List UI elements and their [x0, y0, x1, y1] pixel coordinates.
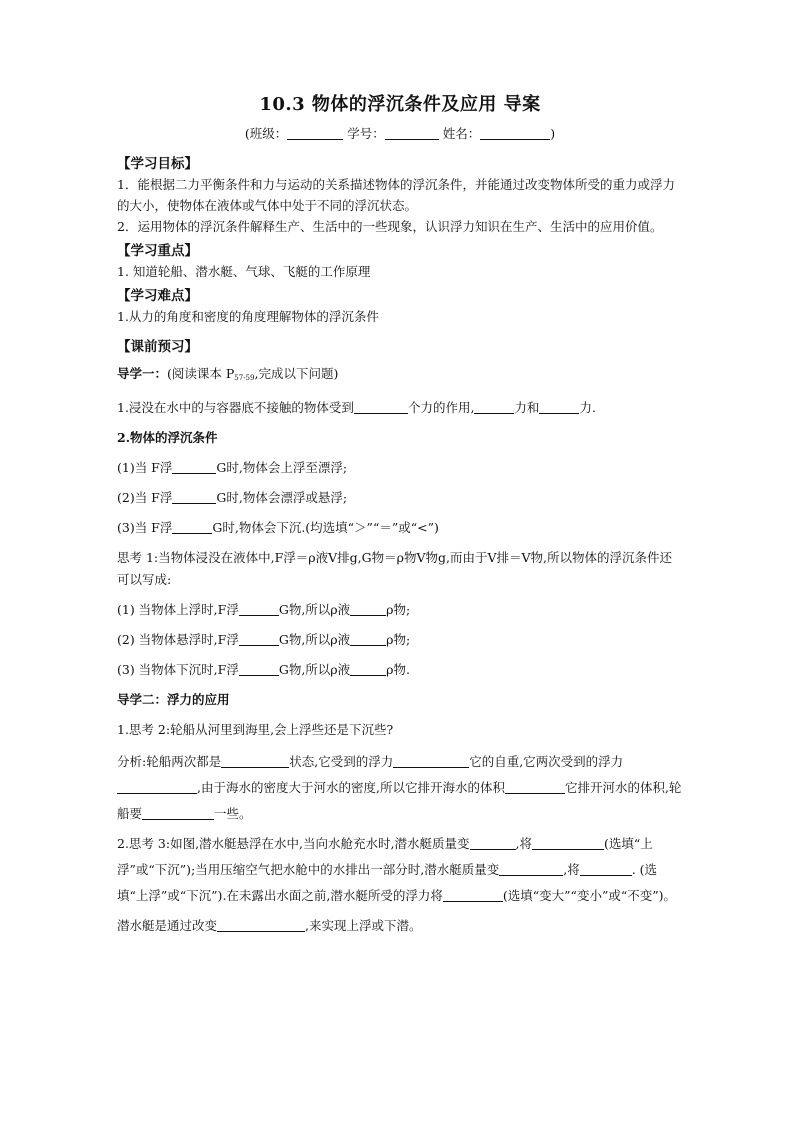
think-3-text-6: (选填“变大”“变小”或“不变”)。	[502, 888, 676, 903]
analysis-text-4: ,由于海水的密度大于河水的密度,所以它排开海水的体积	[197, 780, 505, 795]
info-open: (班级：	[244, 126, 288, 141]
name-blank[interactable]	[480, 126, 550, 140]
think-3-blank-4[interactable]	[580, 862, 632, 876]
name-label: 姓名：	[442, 126, 481, 141]
think-3-question	[117, 831, 683, 909]
think-1-item-2-a: (2) 当物体悬浮时,F浮	[117, 632, 239, 647]
think-1-item-3-b: G物,所以ρ液	[278, 662, 351, 677]
analysis-text-1: 分析:轮船两次都是	[117, 754, 222, 769]
think-1-item-1-a: (1) 当物体上浮时,F浮	[117, 602, 239, 617]
guide2-heading: 导学二：浮力的应用	[117, 692, 230, 707]
class-blank[interactable]	[287, 126, 343, 140]
think-1-item-1-c: ρ物;	[386, 602, 411, 617]
analysis-blank-1[interactable]	[221, 754, 289, 768]
think-1-item-3-blank-1[interactable]	[239, 662, 279, 676]
condition-3-blank[interactable]	[172, 520, 212, 534]
think-1-item-1	[117, 599, 683, 621]
question-1	[117, 397, 683, 419]
analysis-text-2: 状态,它受到的浮力	[289, 754, 394, 769]
question-1-text-b: 个力的作用,	[407, 400, 475, 415]
think-2-question: 1.思考 2:轮船从河里到海里,会上浮些还是下沉些?	[117, 722, 394, 737]
condition-3-text-a: (3)当 F浮	[117, 520, 173, 535]
difficult-point-1: 1.从力的角度和密度的角度理解物体的浮沉条件	[117, 309, 379, 324]
think-1-item-2-blank-1[interactable]	[239, 632, 279, 646]
analysis-blank-3[interactable]	[117, 780, 197, 794]
condition-1-blank[interactable]	[172, 460, 216, 474]
think-3-text-1: 2.思考 3:如图,潜水艇悬浮在水中,当向水舱充水时,潜水艇质量变	[117, 836, 470, 851]
condition-1	[117, 457, 683, 479]
analysis-text-5: 它排开河水的体积,轮船要	[117, 780, 682, 821]
think-3-text-2: ,将	[515, 836, 532, 851]
summary-text-a: 潜水艇是通过改变	[117, 918, 218, 933]
analysis-blank-5[interactable]	[142, 806, 214, 820]
think-1-item-1-blank-2[interactable]	[350, 602, 386, 616]
analysis-blank-4[interactable]	[505, 780, 565, 794]
think-3-blank-3[interactable]	[499, 862, 563, 876]
analysis-blank-2[interactable]	[393, 754, 469, 768]
condition-2-text-b: G时,物体会漂浮或悬浮;	[216, 490, 348, 505]
guide1-hint-a: (阅读课本 P	[167, 366, 235, 381]
analysis-text-6: 一些。	[214, 806, 252, 821]
think-1-item-2-b: G物,所以ρ液	[278, 632, 351, 647]
think-3-text-4: ,将	[563, 862, 580, 877]
think-1-item-2	[117, 629, 683, 651]
think-1-item-1-blank-1[interactable]	[239, 602, 279, 616]
question-1-blank-2[interactable]	[474, 400, 514, 414]
condition-3	[117, 517, 683, 539]
question-1-blank-3[interactable]	[539, 400, 579, 414]
key-points-heading: 【学习重点】	[117, 243, 198, 259]
think-3-text-3: (选填“上浮”或“下沉”);当用压缩空气把水舱中的水排出一部分时,潜水艇质量变	[117, 836, 653, 877]
think-1-item-3-blank-2[interactable]	[350, 662, 386, 676]
think-1-item-2-c: ρ物;	[386, 632, 411, 647]
summary-blank[interactable]	[217, 918, 305, 932]
question-1-blank-1[interactable]	[354, 400, 408, 414]
question-1-text-a: 1.浸没在水中的与容器底不接触的物体受到	[117, 400, 354, 415]
think-3-blank-2[interactable]	[532, 836, 604, 850]
condition-1-text-a: (1)当 F浮	[117, 460, 173, 475]
think-3-text-5: . (选填“上浮”或“下沉”).在未露出水面之前,潜水艇所受的浮力将	[117, 862, 658, 903]
learning-goals-heading: 【学习目标】	[117, 156, 198, 172]
think-1-item-2-blank-2[interactable]	[350, 632, 386, 646]
condition-2-text-a: (2)当 F浮	[117, 490, 173, 505]
student-number-label: 学号：	[347, 126, 385, 141]
worksheet-page	[117, 90, 683, 943]
question-1-text-c: 力和	[514, 400, 540, 415]
think-1-item-3	[117, 659, 683, 681]
guide1-hint-b: ,完成以下问题)	[254, 366, 339, 381]
goal-item-1: 1．能根据二力平衡条件和力与运动的关系描述物体的浮沉条件，并能通过改变物体所受的重力或浮力的大小，使物体在液体或气体中处于不同的浮沉状态。	[117, 177, 675, 213]
think-1-item-3-a: (3) 当物体下沉时,F浮	[117, 662, 239, 677]
think-1-item-3-c: ρ物.	[386, 662, 410, 677]
difficult-points-heading: 【学习难点】	[117, 288, 198, 304]
key-point-1: 1. 知道轮船、潜水艇、气球、飞艇的工作原理	[117, 264, 371, 279]
submarine-summary	[117, 913, 683, 939]
think-3-blank-5[interactable]	[443, 888, 503, 902]
guide1-label: 导学一：	[117, 366, 168, 381]
student-number-blank[interactable]	[385, 126, 439, 140]
think-1: 思考 1:当物体浸没在液体中,F浮＝ρ液V排g,G物＝ρ物V物g,而由于V排＝V物,所以物体的浮沉条件还可以写成:	[117, 550, 673, 587]
info-close: )	[550, 126, 556, 141]
question-2-heading: 2.物体的浮沉条件	[117, 430, 218, 445]
page-title: 10.3 物体的浮沉条件及应用 导案	[259, 94, 541, 115]
think-3-blank-1[interactable]	[470, 836, 516, 850]
think-2-analysis	[117, 749, 683, 827]
question-1-text-d: 力.	[579, 400, 596, 415]
condition-1-text-b: G时,物体会上浮至漂浮;	[216, 460, 348, 475]
summary-text-b: ,来实现上浮或下潜。	[305, 918, 422, 933]
condition-2	[117, 487, 683, 509]
analysis-text-3: 它的自重,它两次受到的浮力	[469, 754, 624, 769]
goal-item-2: 2．运用物体的浮沉条件解释生产、生活中的一些现象，认识浮力知识在生产、生活中的应用价值。	[117, 219, 663, 234]
student-info-line	[117, 124, 683, 142]
condition-2-blank[interactable]	[172, 490, 216, 504]
preview-heading: 【课前预习】	[117, 339, 198, 355]
guide1-intro	[117, 363, 683, 389]
guide1-hint-pages: 57-59	[234, 374, 255, 382]
condition-3-text-b: G时,物体会下沉.(均选填“＞”“＝”或“<”)	[212, 520, 439, 535]
think-1-item-1-b: G物,所以ρ液	[278, 602, 351, 617]
